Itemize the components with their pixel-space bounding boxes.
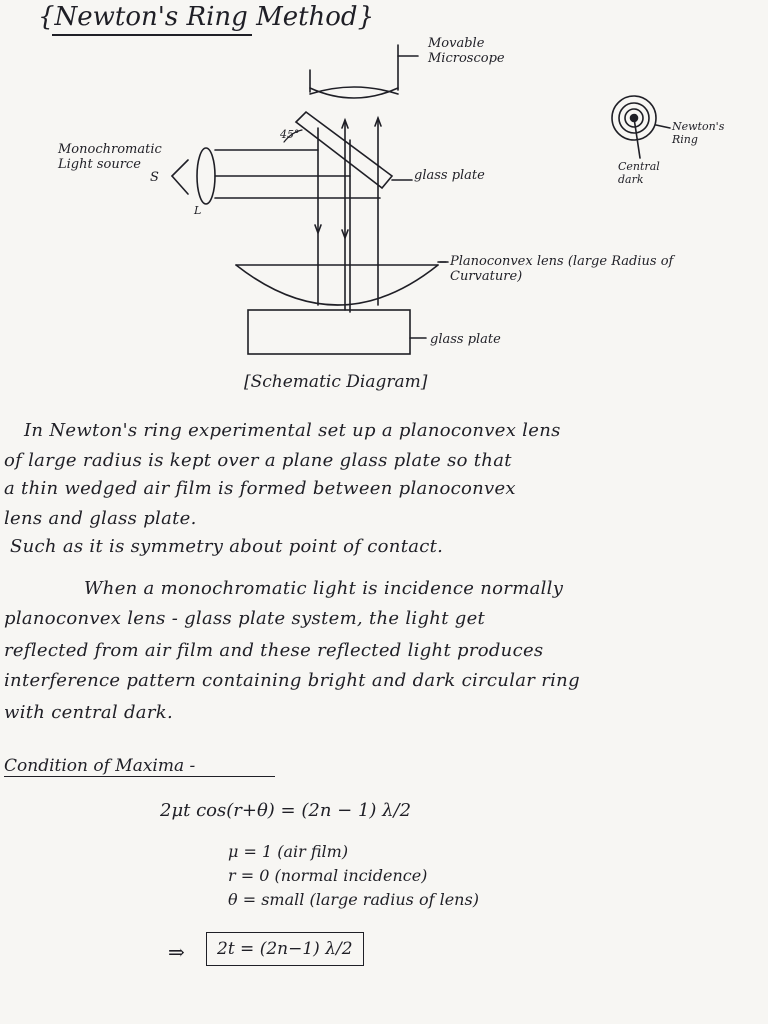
- p2-line: interference pattern containing bright and dark circular ring: [4, 670, 580, 691]
- implies-arrow: ⇒: [168, 940, 185, 964]
- p1-line: Such as it is symmetry about point of contact.: [10, 536, 444, 557]
- p1-line: a thin wedged air film is formed between planoconvex: [4, 478, 516, 499]
- p1-line: lens and glass plate.: [4, 508, 197, 529]
- diagram-caption: [Schematic Diagram]: [244, 372, 428, 392]
- maxima-heading: Condition of Maxima -: [4, 756, 275, 777]
- condition-normal-incidence: r = 0 (normal incidence): [228, 866, 428, 885]
- condition-small-theta: θ = small (large radius of lens): [228, 890, 479, 909]
- planoconvex-label: Planoconvex lens (large Radius of Curvature): [450, 254, 674, 284]
- schematic-diagram: [0, 0, 768, 400]
- p1-line: In Newton's ring experimental set up a planoconvex lens: [24, 420, 561, 441]
- p2-line: When a monochromatic light is incidence normally: [84, 578, 564, 599]
- newtons-rings-icon: [612, 96, 670, 158]
- microscope-icon: [310, 45, 418, 98]
- page-title: {Newton's Ring Method}: [38, 2, 375, 32]
- lens-l-label: L: [194, 204, 202, 217]
- bottom-glass-plate-label: glass plate: [430, 332, 501, 347]
- source-s-label: S: [150, 170, 159, 185]
- maxima-equation: 2μt cos(r+θ) = (2n − 1) λ/2: [160, 800, 412, 821]
- p2-line: planoconvex lens - glass plate system, the light get: [4, 608, 486, 629]
- vertical-rays: [315, 118, 381, 312]
- light-source-icon: [172, 148, 380, 204]
- p2-line: reflected from air film and these reflected light produces: [4, 640, 544, 661]
- condition-air-film: μ = 1 (air film): [228, 842, 349, 861]
- top-glass-plate-label: glass plate: [414, 168, 485, 183]
- microscope-label: Movable Microscope: [428, 36, 505, 66]
- planoconvex-lens: [236, 262, 446, 305]
- p2-line: with central dark.: [4, 702, 173, 723]
- source-label: Monochromatic Light source: [58, 142, 162, 172]
- central-dark-label: Central dark: [618, 160, 660, 186]
- p1-line: of large radius is kept over a plane glass plate so that: [4, 450, 512, 471]
- result-equation-box: 2t = (2n−1) λ/2: [206, 932, 364, 966]
- pointer-arrows: [392, 180, 448, 262]
- rings-label: Newton's Ring: [672, 120, 725, 146]
- base-glass-plate: [248, 310, 426, 354]
- angle-label: 45°: [280, 128, 300, 141]
